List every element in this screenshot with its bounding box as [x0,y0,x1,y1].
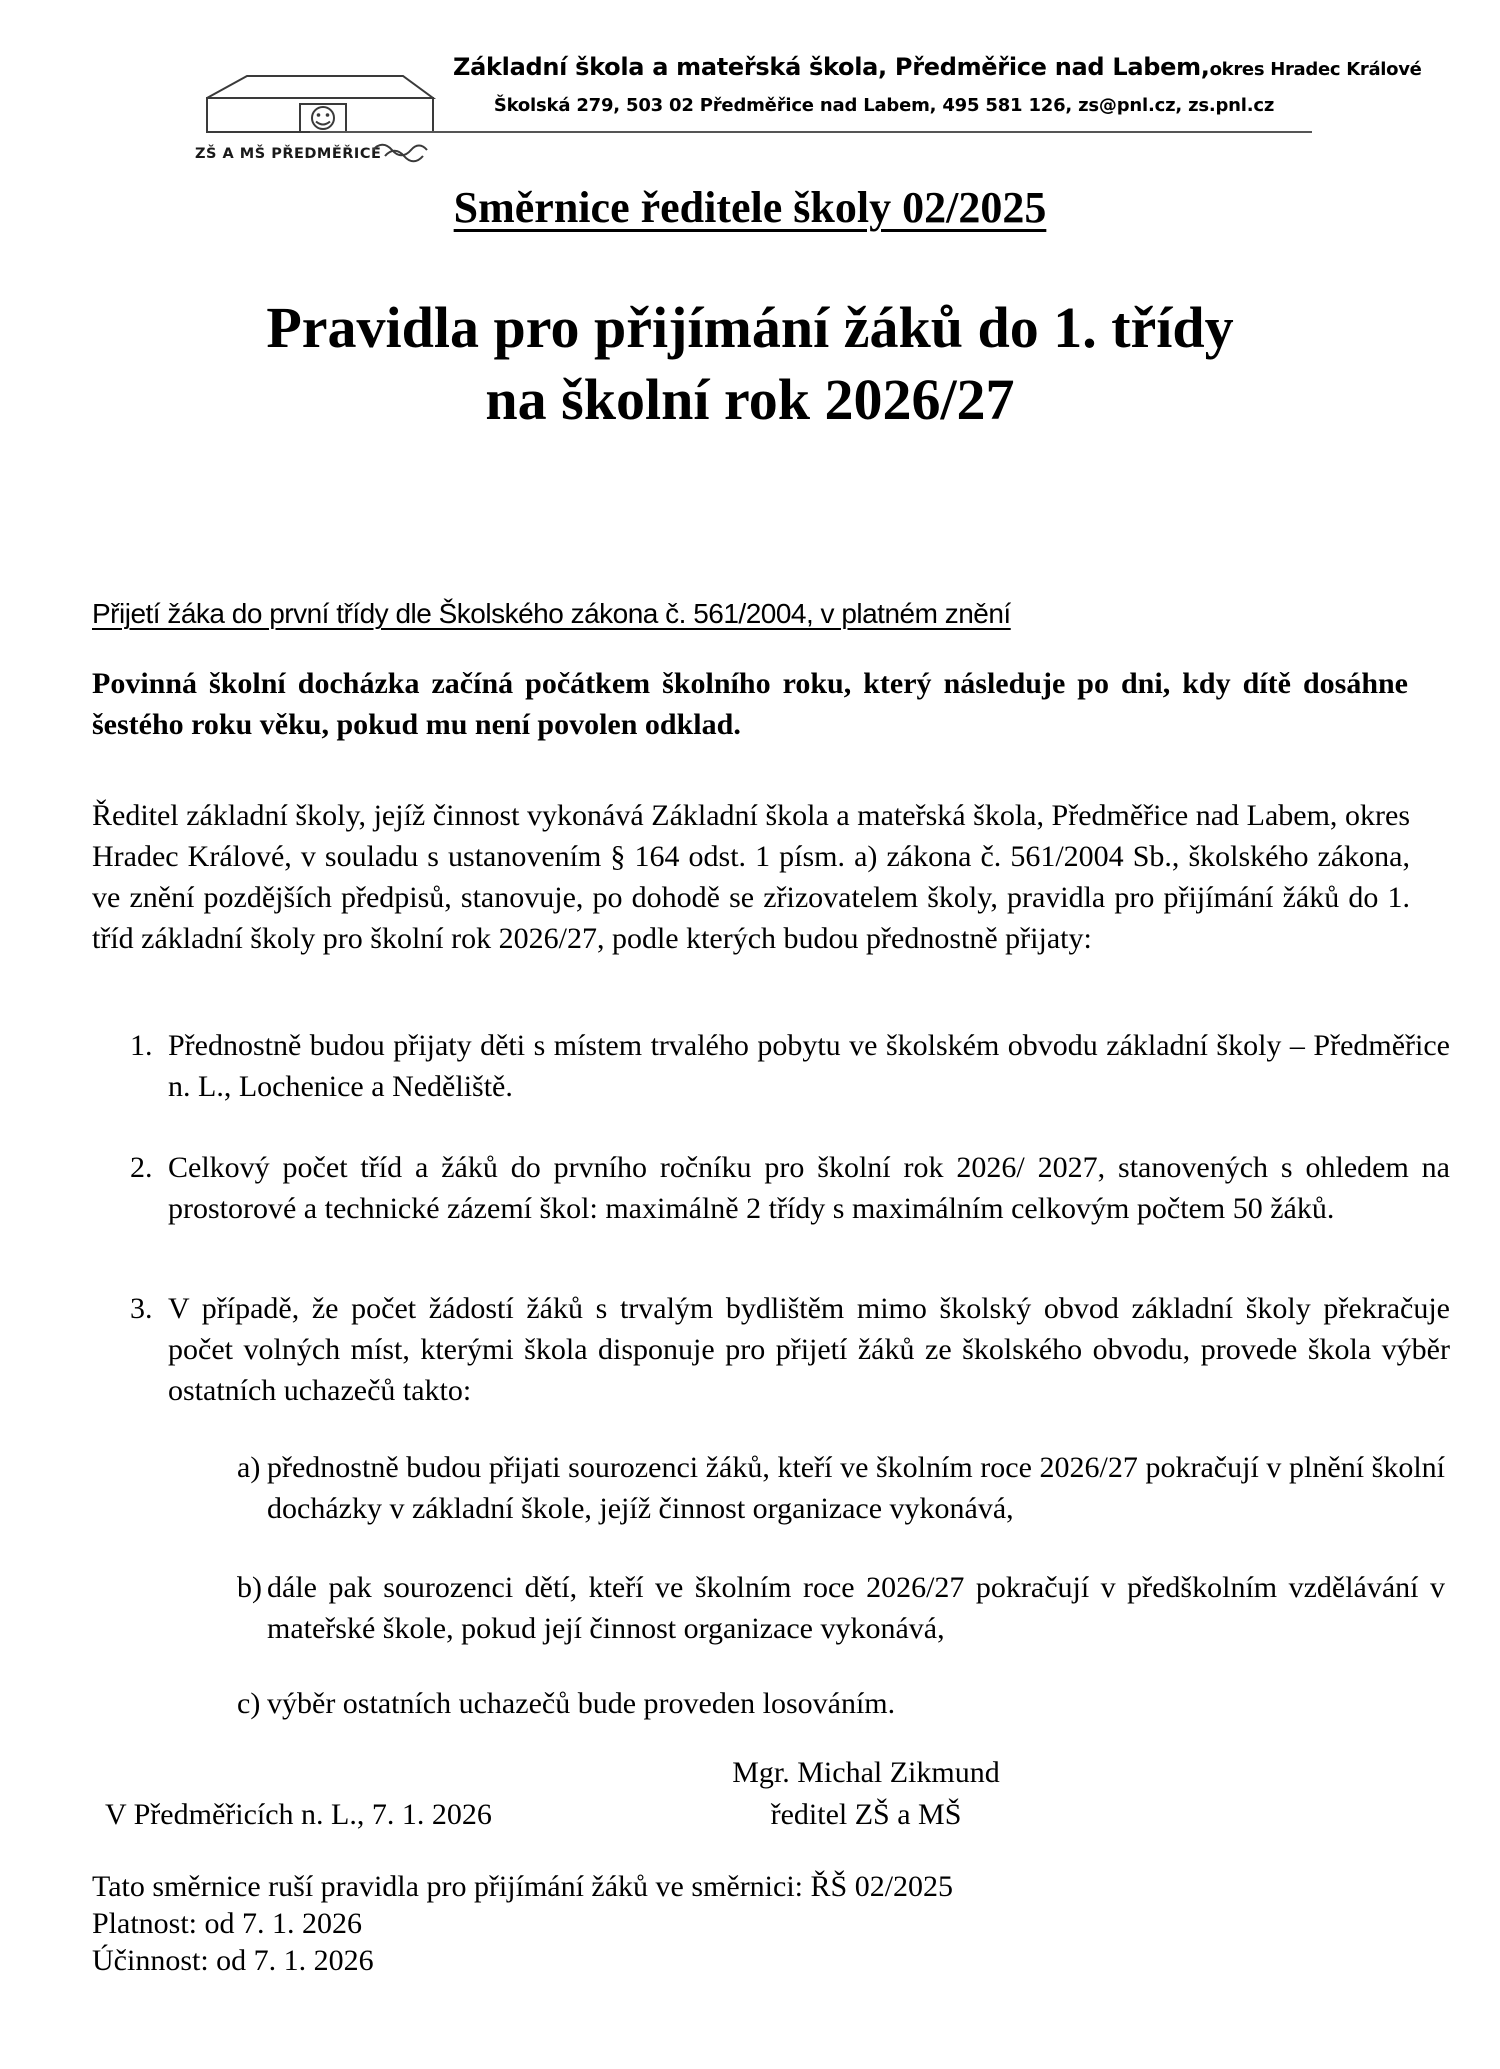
list-item-number: 2. [130,1151,153,1184]
main-title [0,292,1500,436]
footer-block [92,1868,1408,1979]
smiley-icon [312,107,334,129]
sub-list-item-letter: c) [237,1687,261,1720]
sub-list-item-letter: b) [237,1571,262,1604]
intro-paragraph: Ředitel základní školy, jejíž činnost vykonává Základní škola a mateřská škola, Předměřice nad Labem, okres Hradec Králové, v souladu s ustanovením § 164 odst. 1 písm. a) zákona č. 561/2004 Sb., školského zákona, ve znění pozdějších předpisů, stanovuje, po dohodě se zřizovatelem školy, pravidla pro přijímání žáků do 1. tříd základní školy pro školní rok 2026/27, podle kterých budou přednostně přijaty: [92,799,1410,955]
list-item-text: Přednostně budou přijaty děti s místem trvalého pobytu ve školském obvodu základní školy – Předměřice n. L., Lochenice a Neděliště. [168,1029,1450,1103]
list-item-number: 3. [130,1292,153,1325]
school-name: Základní škola a mateřská škola, Předměřice nad Labem, [453,53,1210,81]
sub-list-item-text: přednostně budou přijati sourozenci žáků, kteří ve školním roce 2026/27 pokračují v plnění školní docházky v základní škole, jejíž činnost organizace vykonává, [267,1451,1445,1525]
letterhead-text [453,52,1422,117]
footer-revocation: Tato směrnice ruší pravidla pro přijímání žáků ve směrnici: ŘŠ 02/2025 [92,1870,954,1903]
list-item-number: 1. [130,1029,153,1062]
list-item [130,1288,1450,1411]
school-district: okres Hradec Králové [1209,59,1422,80]
logo-caption: ZŠ A MŠ PŘEDMĚŘICE [195,146,382,162]
list-item [130,1147,1450,1229]
sub-list-item-text: dále pak sourozenci dětí, kteří ve školním roce 2026/27 pokračují v předškolním vzdělávání v mateřské škole, pokud její činnost organizace vykonává, [267,1571,1445,1645]
lead-paragraph: Povinná školní docházka začíná počátkem školního roku, který následuje po dni, kdy dítě dosáhne šestého roku věku, pokud mu není povolen odklad. [92,667,1408,741]
footer-validity: Platnost: od 7. 1. 2026 [92,1907,363,1940]
school-building-logo [195,70,447,166]
list-item-text: Celkový počet tříd a žáků do prvního ročníku pro školní rok 2026/ 2027, stanovených s ohledem na prostorové a technické zázemí škol: maximálně 2 třídy s maximálním celkovým počtem 50 žáků. [168,1151,1450,1225]
letterhead [195,52,1422,162]
footer-effectiveness: Účinnost: od 7. 1. 2026 [92,1944,374,1977]
sub-list-item [237,1683,1445,1724]
sub-list-item-text: výběr ostatních uchazečů bude proveden losováním. [267,1687,896,1720]
signature-role: ředitel ZŠ a MŠ [770,1798,962,1831]
list-item [130,1025,1450,1107]
school-name-line [453,52,1422,85]
legal-reference-subtitle: Přijetí žáka do první třídy dle Školského zákona č. 561/2004, v platném znění [92,598,1011,629]
signature-name: Mgr. Michal Zikmund [732,1756,1000,1789]
list-item-text: V případě, že počet žádostí žáků s trvalým bydlištěm mimo školský obvod základní školy překračuje počet volných míst, kterými škola disponuje pro přijetí žáků ze školského obvodu, provede škola výběr ostatních uchazečů takto: [168,1292,1450,1407]
signature-place-date: V Předměřicích n. L., 7. 1. 2026 [105,1798,492,1831]
sub-list-item [237,1567,1445,1649]
main-title-line1: Pravidla pro přijímání žáků do 1. třídy [266,295,1234,360]
header-divider [310,131,1312,133]
sub-list-item [237,1447,1445,1529]
main-title-line2: na školní rok 2026/27 [485,367,1015,432]
school-address-line: Školská 279, 503 02 Předměřice nad Labem, 495 581 126, zs@pnl.cz, zs.pnl.cz [493,95,1275,116]
sub-list-item-letter: a) [237,1451,261,1484]
directive-title: Směrnice ředitele školy 02/2025 [453,183,1047,232]
